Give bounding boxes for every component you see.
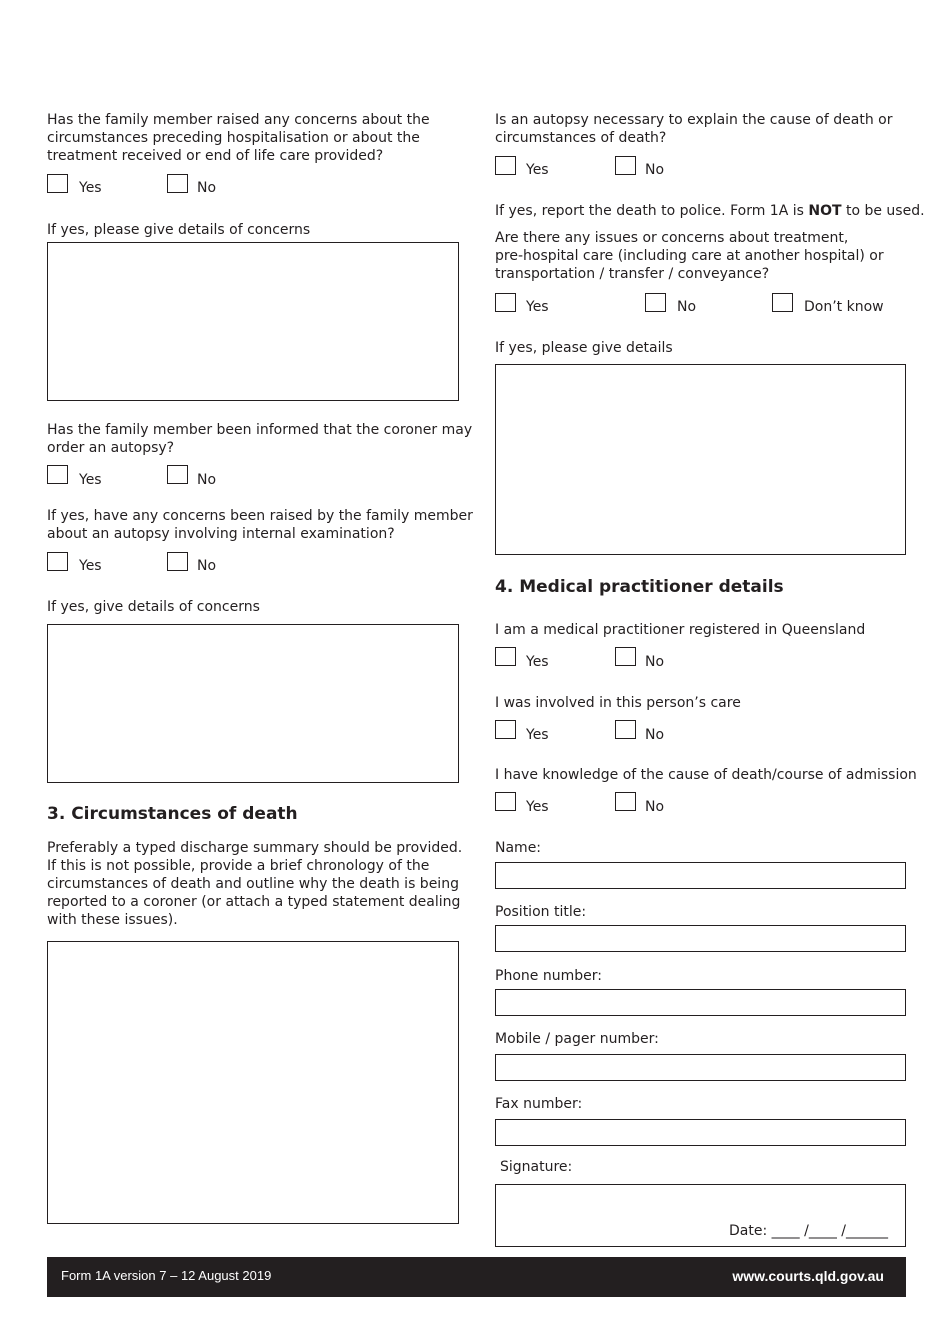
question-line: Is an autopsy necessary to explain the cause of death or [495,112,893,128]
no-label: No [645,727,665,743]
autopsy-necessary-yes-checkbox[interactable] [495,156,516,175]
signature-box[interactable] [495,1184,906,1247]
knowledge-no-checkbox[interactable] [615,792,636,811]
name-field[interactable] [495,862,906,889]
fax-label: Fax number: [495,1096,583,1112]
question-line: circumstances of death? [495,130,667,146]
autopsy-concerns-details-box[interactable] [47,624,459,783]
yes-label: Yes [526,727,549,743]
registered-question: I am a medical practitioner registered in Queensland [495,622,866,638]
question-line: If yes, have any concerns been raised by the family member [47,508,473,524]
family-concerns-yes-checkbox[interactable] [47,174,68,193]
registered-no-checkbox[interactable] [615,647,636,666]
dont-know-label: Don’t know [804,299,884,315]
question-line: about an autopsy involving internal examination? [47,526,395,542]
autopsy-concerns-question [47,507,473,543]
question-line: transportation / transfer / conveyance? [495,266,770,282]
note-text: to be used. [841,203,925,219]
question-line: circumstances preceding hospitalisation or about the [47,130,420,146]
signature-label: Signature: [500,1159,573,1175]
informed-autopsy-no-checkbox[interactable] [167,465,188,484]
treatment-details-label: If yes, please give details [495,340,673,356]
involved-no-checkbox[interactable] [615,720,636,739]
instruction-line: If this is not possible, provide a brief chronology of the [47,858,430,874]
yes-label: Yes [526,162,549,178]
family-concerns-details-box[interactable] [47,242,459,401]
section-3-instructions [47,839,462,929]
family-concerns-no-checkbox[interactable] [167,174,188,193]
involved-yes-checkbox[interactable] [495,720,516,739]
instruction-line: circumstances of death and outline why the death is being [47,876,459,892]
note-text: If yes, report the death to police. Form 1A is [495,203,809,219]
position-label: Position title: [495,904,587,920]
yes-label: Yes [79,180,102,196]
fax-field[interactable] [495,1119,906,1146]
question-line: order an autopsy? [47,440,175,456]
date-field[interactable]: Date: ____ /____ /______ [729,1223,888,1239]
instruction-line: reported to a coroner (or attach a typed statement dealing [47,894,461,910]
yes-label: Yes [526,299,549,315]
treatment-details-box[interactable] [495,364,906,555]
position-field[interactable] [495,925,906,952]
no-label: No [645,799,665,815]
question-line: Has the family member been informed that the coroner may [47,422,473,438]
footer-bar [47,1257,906,1297]
treatment-dont-know-checkbox[interactable] [772,293,793,312]
autopsy-concerns-details-label: If yes, give details of concerns [47,599,260,615]
mobile-label: Mobile / pager number: [495,1031,659,1047]
family-concerns-details-label: If yes, please give details of concerns [47,222,311,238]
mobile-field[interactable] [495,1054,906,1081]
informed-autopsy-question [47,421,472,457]
knowledge-question: I have knowledge of the cause of death/course of admission [495,767,917,783]
informed-autopsy-yes-checkbox[interactable] [47,465,68,484]
no-label: No [197,472,217,488]
yes-label: Yes [526,799,549,815]
instruction-line: with these issues). [47,912,178,928]
phone-label: Phone number: [495,968,602,984]
circumstances-details-box[interactable] [47,941,459,1224]
no-label: No [197,558,217,574]
autopsy-concerns-yes-checkbox[interactable] [47,552,68,571]
registered-yes-checkbox[interactable] [495,647,516,666]
question-line: Has the family member raised any concerns about the [47,112,430,128]
yes-label: Yes [526,654,549,670]
knowledge-yes-checkbox[interactable] [495,792,516,811]
treatment-yes-checkbox[interactable] [495,293,516,312]
autopsy-concerns-no-checkbox[interactable] [167,552,188,571]
question-line: treatment received or end of life care provided? [47,148,384,164]
question-line: pre-hospital care (including care at another hospital) or [495,248,884,264]
police-report-note [495,202,925,220]
autopsy-necessary-question [495,111,892,147]
instruction-line: Preferably a typed discharge summary should be provided. [47,840,463,856]
note-emphasis: NOT [808,203,842,219]
no-label: No [677,299,697,315]
website-link[interactable]: www.courts.qld.gov.au [732,1268,884,1284]
no-label: No [645,162,665,178]
no-label: No [645,654,665,670]
section-4-heading: 4. Medical practitioner details [495,577,784,597]
yes-label: Yes [79,472,102,488]
question-line: Are there any issues or concerns about treatment, [495,230,849,246]
no-label: No [197,180,217,196]
section-3-heading: 3. Circumstances of death [47,804,298,824]
treatment-concerns-question [495,229,884,283]
involved-question: I was involved in this person’s care [495,695,741,711]
form-version: Form 1A version 7 – 12 August 2019 [61,1268,272,1283]
name-label: Name: [495,840,542,856]
yes-label: Yes [79,558,102,574]
phone-field[interactable] [495,989,906,1016]
treatment-no-checkbox[interactable] [645,293,666,312]
family-concerns-question [47,111,430,165]
autopsy-necessary-no-checkbox[interactable] [615,156,636,175]
